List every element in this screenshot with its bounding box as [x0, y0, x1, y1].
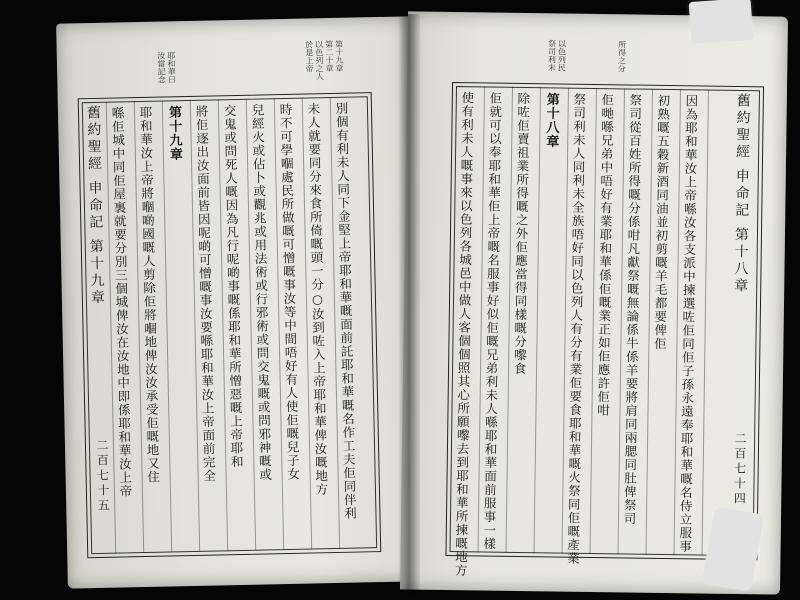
left-note-2: 以色列之人 — [314, 40, 325, 81]
left-note-0: 第十九章 — [334, 39, 345, 72]
left-body-col-5: 將佢逐出汝面前皆因呢啲可憎嘅事汝要喺耶和華汝上帝面前完全 — [193, 104, 217, 483]
right-body-col-4: 祭司利未人同利未全族唔好同以色列人有分有業佢要食耶和華嘅火祭同佢嘅產業 — [565, 92, 587, 566]
right-body-col-2: 除咗佢賣祖業所得嘅之外佢應當得同樣嘅分嚟食 — [511, 91, 531, 376]
right-note-2: 所得之分 — [617, 40, 627, 73]
left-body-col-4: 交鬼或問死人嘅因為凡行呢啲事嘅係耶和華所憎惡嘅上帝耶和 — [221, 103, 245, 469]
right-text-frame — [445, 82, 764, 578]
left-body-col-3: 兒經火或佔卜或觀兆或用法術或行邪術或問交鬼嘅或問邪神嘅或 — [249, 103, 273, 482]
right-body-col-1: 佢就可以奉耶和華佢上帝嘅名服事好似佢嘅兄弟利未人喺耶和華面前服事一樣 — [481, 91, 503, 551]
right-page-number: 二百七十四 — [732, 431, 748, 508]
left-text-frame — [78, 92, 382, 558]
left-body-col-7: 耶和華汝上帝將嗰啲國嘅人剪除佢將嗰地俾汝汝承受佢嘅地又住 — [137, 105, 161, 484]
left-body-col-1: 未人就要同分來食所倚嘅頭一分○汝到咗入上帝耶和華俾汝嘅地方 — [305, 102, 330, 497]
top-right-tab — [689, 0, 754, 44]
left-note-3: 於是上帝 — [304, 40, 315, 73]
right-note-0: 以色列民 — [557, 39, 567, 72]
right-body-col-5: 佢哋喺兄弟中唔好有業耶和華係佢嘅業正如佢應許佢咁 — [595, 93, 615, 418]
left-note-5: 汝當記念 — [156, 51, 167, 84]
book-gutter — [398, 14, 420, 594]
right-body-col-6: 祭司從百姓所得嘅分係咁凡獻祭嘅無論係牛係羊要將肩同兩腮同肚俾祭司 — [621, 93, 643, 526]
left-page-number: 二百七十五 — [94, 438, 111, 515]
left-note-4: 耶和華曰 — [166, 51, 177, 84]
left-body-col-2: 時不可學嗰處民所做嘅可憎嘅事汝等中間唔好有人使佢嘅兒子女 — [277, 102, 301, 482]
left-body-col-8: 喺佢城中同佢屋裏就要分別三個城俾汝在汝地中即係耶和華汝上帝 — [109, 106, 134, 499]
right-body-col-7: 初熟嘅五穀新酒同油並初剪嘅羊毛都要俾佢 — [652, 93, 671, 351]
left-body-col-0: 別個有利未人同下金堅上帝耶和華嘅面前託耶和華嘅名作工夫佢同伴利 — [333, 101, 358, 521]
right-body-col-8: 因為耶和華汝上帝喺汝各支派中揀選咗佢同佢子孫永遠奉耶和華嘅名侍立服事 — [677, 94, 699, 554]
right-body-col-0: 使有利未人嘅事來以色列各城邑中做人客個個照其心所願嚟去到耶和華所揀嘅地方 — [453, 91, 475, 578]
right-note-1: 祭司利未 — [547, 39, 557, 72]
left-chapter-heading: 第十九章 — [165, 105, 183, 162]
right-page — [400, 11, 788, 594]
right-chapter-heading: 第十八章 — [543, 92, 559, 149]
left-page-header: 舊約聖經 申命記 第十九章 — [84, 104, 106, 308]
left-note-1: 第二十章 — [324, 39, 335, 73]
left-page — [56, 16, 420, 588]
right-page-header: 舊約聖經 申命記 第十八章 — [732, 92, 751, 296]
